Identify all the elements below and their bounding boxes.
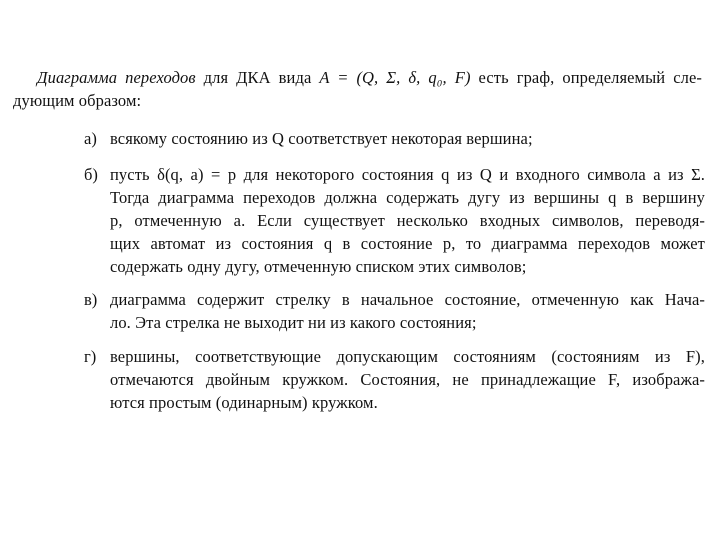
- item-b-line-1: пусть δ(q, a) = p для некоторого состояния q из Q и входного символа a из Σ.: [110, 165, 705, 184]
- item-a-marker: а): [84, 129, 97, 148]
- item-b-line-5: содержать одну дугу, отмеченную списком этих символов;: [110, 257, 527, 276]
- item-d-line-3: ются простым (одинарным) кружком.: [110, 393, 378, 412]
- item-c-line-2: ло. Эта стрелка не выходит ни из какого состояния;: [110, 313, 477, 332]
- item-b-line-3: p, отмеченную a. Если существует несколько входных символов, переводя-: [110, 211, 705, 230]
- item-a-line-1: всякому состоянию из Q соответствует некоторая вершина;: [110, 129, 533, 148]
- intro-text-1: для ДКА вида: [195, 68, 320, 87]
- intro-line-2: дующим образом:: [13, 91, 142, 110]
- intro-line-1: [37, 68, 702, 88]
- item-b-marker: б): [84, 165, 98, 184]
- item-c-marker: в): [84, 290, 98, 309]
- intro-term: Диаграмма переходов: [37, 68, 196, 87]
- intro-formula: A = (Q, Σ, δ, q₀, F): [319, 68, 471, 87]
- item-b-line-4: щих автомат из состояния q в состояние p, то диаграмма переходов может: [110, 234, 705, 253]
- item-d-marker: г): [84, 347, 97, 366]
- item-d-line-1: вершины, соответствующие допускающим состояниям (состояниям из F),: [110, 347, 705, 366]
- item-b-line-2: Тогда диаграмма переходов должна содержать дугу из вершины q в вершину: [110, 188, 705, 207]
- intro-text-2: есть граф, определяемый сле-: [470, 68, 702, 87]
- item-c-line-1: диаграмма содержит стрелку в начальное состояние, отмеченную как Нача-: [110, 290, 705, 309]
- item-d-line-2: отмечаются двойным кружком. Состояния, не принадлежащие F, изобража-: [110, 370, 705, 389]
